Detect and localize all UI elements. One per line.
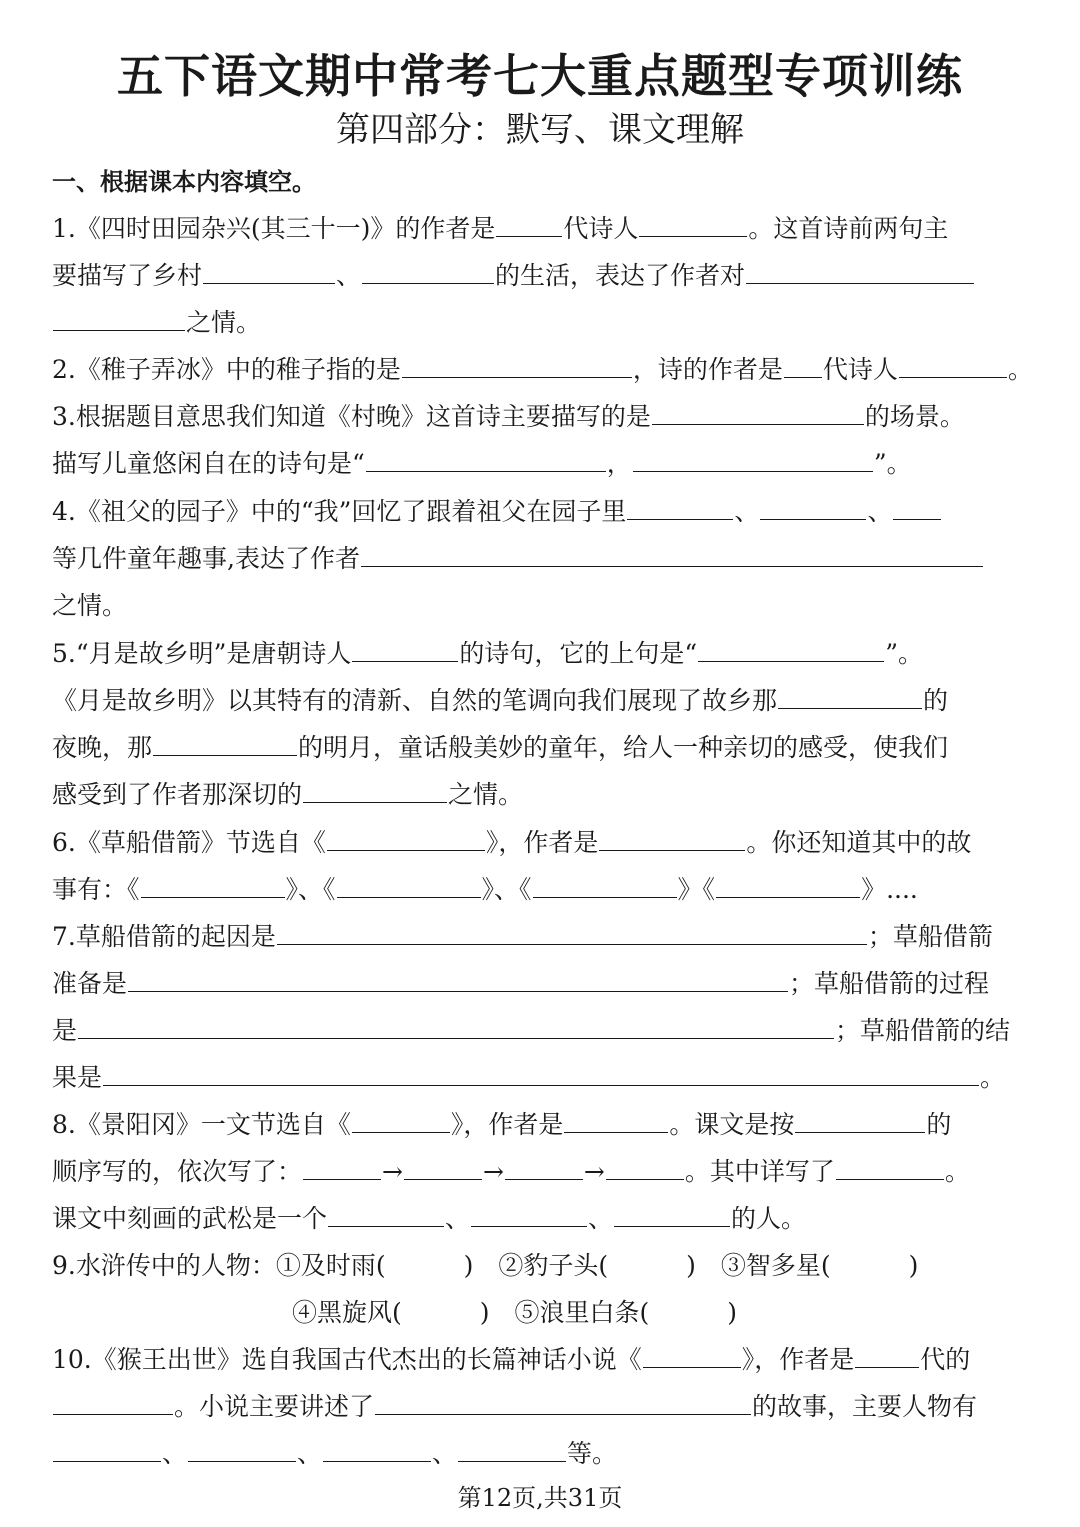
fill-blank[interactable] bbox=[188, 1437, 296, 1462]
fill-blank[interactable] bbox=[323, 1437, 431, 1462]
fill-blank[interactable] bbox=[627, 495, 733, 520]
fill-blank[interactable] bbox=[327, 826, 485, 851]
fill-blank[interactable] bbox=[899, 353, 1007, 378]
fill-blank[interactable] bbox=[643, 1343, 741, 1368]
fill-blank[interactable] bbox=[471, 1202, 587, 1227]
fill-blank[interactable] bbox=[141, 873, 285, 898]
question-2: 2.《稚子弄冰》中的稚子指的是 ，诗的作者是 代诗人 。 bbox=[52, 355, 1033, 384]
fill-blank[interactable] bbox=[375, 1390, 751, 1415]
question-8-line-1: 8.《景阳冈》一文节选自《 》，作者是 。课文是按 的 bbox=[52, 1110, 952, 1139]
question-3-line-1: 3.根据题目意思我们知道《村晚》这首诗主要描写的是 的场景。 bbox=[52, 402, 965, 431]
fill-blank[interactable] bbox=[760, 495, 866, 520]
question-10-line-1: 10.《猴王出世》选自我国古代杰出的长篇神话小说《 》，作者是 代的 bbox=[52, 1345, 971, 1374]
fill-blank[interactable] bbox=[606, 1155, 684, 1180]
fill-blank[interactable] bbox=[458, 1437, 566, 1462]
question-4-line-1: 4.《祖父的园子》中的“我”回忆了跟着祖父在园子里 、 、 bbox=[52, 495, 942, 529]
question-5-line-1: 5.“月是故乡明”是唐朝诗人 的诗句，它的上句是“ ”。 bbox=[52, 639, 923, 668]
fill-blank[interactable] bbox=[855, 1343, 919, 1368]
question-9-line-2: ④黑旋风( ) ⑤浪里白条( ) bbox=[292, 1298, 738, 1327]
page-number: 第12页,共31页 bbox=[457, 1484, 623, 1512]
fill-blank[interactable] bbox=[633, 447, 873, 472]
fill-blank[interactable] bbox=[366, 447, 606, 472]
fill-blank[interactable] bbox=[328, 1202, 444, 1227]
question-7-line-3: 是 ；草船借箭的结 bbox=[52, 1016, 1011, 1045]
fill-blank[interactable] bbox=[698, 637, 884, 662]
question-5-line-4: 感受到了作者那深切的 之情。 bbox=[52, 780, 524, 809]
fill-blank[interactable] bbox=[795, 1108, 925, 1133]
fill-blank[interactable] bbox=[203, 259, 335, 284]
fill-blank[interactable] bbox=[652, 400, 864, 425]
fill-blank[interactable] bbox=[614, 1202, 730, 1227]
fill-blank[interactable] bbox=[404, 1155, 482, 1180]
question-1-line-3: 之情。 bbox=[52, 306, 261, 340]
question-4-line-2: 等几件童年趣事,表达了作者 bbox=[52, 542, 984, 576]
fill-blank[interactable] bbox=[78, 1014, 834, 1039]
question-8-line-3: 课文中刻画的武松是一个 、 、 的人。 bbox=[52, 1204, 807, 1233]
fill-blank[interactable] bbox=[402, 353, 632, 378]
question-7-line-1: 7.草船借箭的起因是 ；草船借箭 bbox=[52, 922, 993, 951]
question-10-line-2: 。小说主要讲述了 的故事，主要人物有 bbox=[52, 1390, 977, 1424]
fill-blank[interactable] bbox=[362, 259, 494, 284]
question-8-line-2: 顺序写的，依次写了： → → → 。其中详写了 。 bbox=[52, 1157, 970, 1186]
fill-blank[interactable] bbox=[505, 1155, 583, 1180]
section-heading: 一、根据课本内容填空。 bbox=[52, 167, 316, 196]
fill-blank[interactable] bbox=[303, 778, 447, 803]
fill-blank[interactable] bbox=[533, 873, 677, 898]
fill-blank[interactable] bbox=[564, 1108, 668, 1133]
fill-blank[interactable] bbox=[352, 637, 458, 662]
fill-blank[interactable] bbox=[496, 212, 562, 237]
fill-blank[interactable] bbox=[53, 1437, 161, 1462]
page-title: 五下语文期中常考七大重点题型专项训练 bbox=[117, 49, 963, 103]
fill-blank[interactable] bbox=[639, 212, 747, 237]
fill-blank[interactable] bbox=[303, 1155, 381, 1180]
fill-blank[interactable] bbox=[128, 967, 788, 992]
fill-blank[interactable] bbox=[746, 259, 974, 284]
fill-blank[interactable] bbox=[836, 1155, 944, 1180]
question-7-line-4: 果是 。 bbox=[52, 1063, 1006, 1092]
page-subtitle: 第四部分：默写、课文理解 bbox=[336, 110, 744, 150]
fill-blank[interactable] bbox=[893, 495, 941, 520]
question-7-line-2: 准备是 ；草船借箭的过程 bbox=[52, 969, 990, 998]
fill-blank[interactable] bbox=[277, 920, 867, 945]
fill-blank[interactable] bbox=[361, 542, 983, 567]
fill-blank[interactable] bbox=[103, 1061, 979, 1086]
fill-blank[interactable] bbox=[784, 353, 822, 378]
fill-blank[interactable] bbox=[599, 826, 745, 851]
fill-blank[interactable] bbox=[53, 1390, 173, 1415]
question-9-line-1: 9.水浒传中的人物：①及时雨( ) ②豹子头( ) ③智多星( ) bbox=[52, 1251, 919, 1280]
fill-blank[interactable] bbox=[352, 1108, 450, 1133]
fill-blank[interactable] bbox=[716, 873, 860, 898]
fill-blank[interactable] bbox=[53, 306, 185, 331]
question-4-line-3: 之情。 bbox=[52, 591, 128, 620]
question-3-line-2: 描写儿童悠闲自在的诗句是“ ， ”。 bbox=[52, 449, 912, 478]
fill-blank[interactable] bbox=[337, 873, 481, 898]
question-5-line-3: 夜晚，那 的明月，童话般美妙的童年，给人一种亲切的感受，使我们 bbox=[52, 733, 949, 762]
question-1-line-1: 1.《四时田园杂兴(其三十一)》的作者是 代诗人 。这首诗前两句主 bbox=[52, 214, 949, 243]
fill-blank[interactable] bbox=[778, 684, 922, 709]
question-6-line-2: 事有：《 》、《 》、《 》《 》.... bbox=[52, 875, 918, 904]
fill-blank[interactable] bbox=[153, 731, 297, 756]
question-1-line-2: 要描写了乡村 、 的生活，表达了作者对 bbox=[52, 259, 975, 293]
question-5-line-2: 《月是故乡明》以其特有的清新、自然的笔调向我们展现了故乡那 的 bbox=[52, 686, 949, 715]
question-6-line-1: 6.《草船借箭》节选自《 》，作者是 。你还知道其中的故 bbox=[52, 828, 972, 857]
question-10-line-3: 、 、 、 等。 bbox=[52, 1437, 617, 1471]
